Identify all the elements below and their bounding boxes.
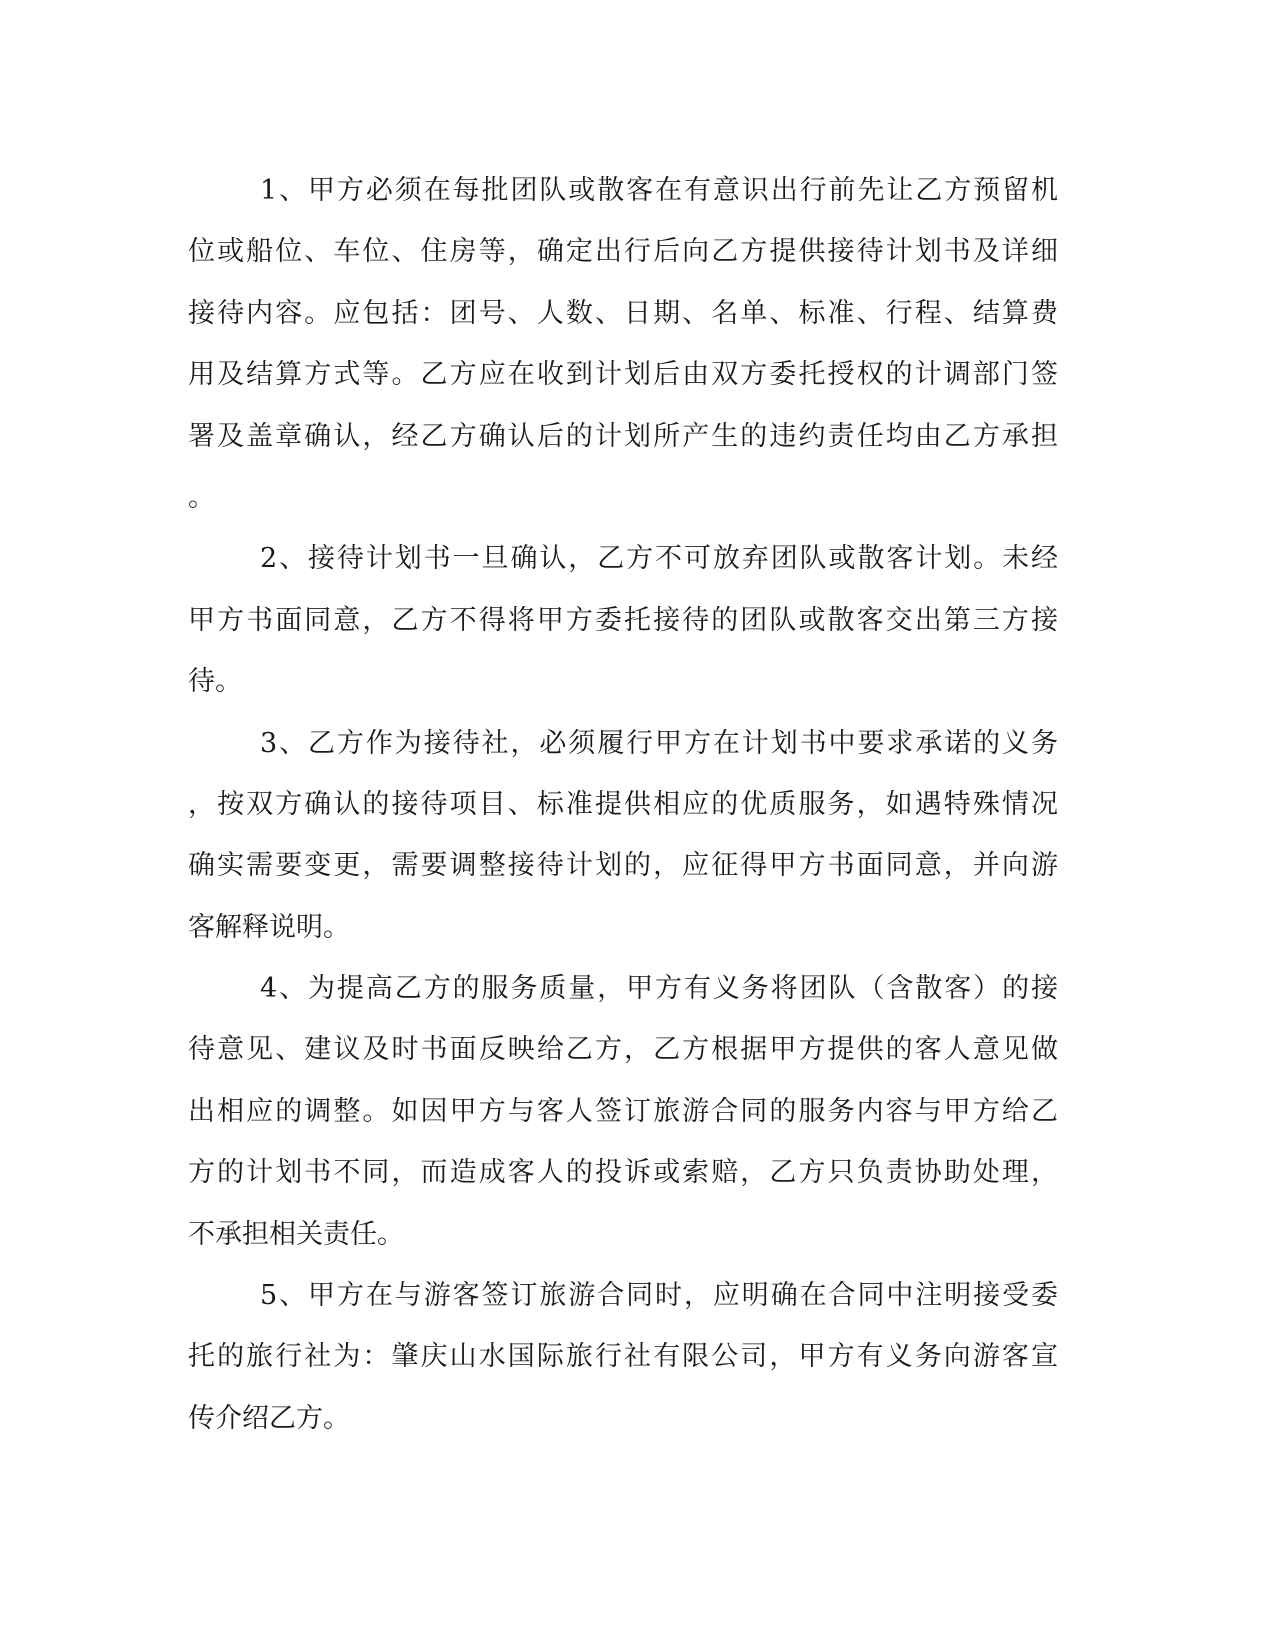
paragraph-line: 4、为提高乙方的服务质量，甲方有义务将团队（含散客）的接 (260, 973, 1058, 1005)
paragraph-line: 传介绍乙方。 (188, 1402, 350, 1434)
paragraph-line: 5、甲方在与游客签订旅游合同时，应明确在合同中注明接受委 (260, 1280, 1058, 1312)
document-body (188, 160, 1058, 1449)
paragraph-1 (188, 160, 1058, 528)
paragraph-line: 署及盖章确认，经乙方确认后的计划所产生的违约责任均由乙方承担 (188, 420, 1058, 452)
paragraph-line: 不承担相关责任。 (188, 1218, 404, 1250)
paragraph-line: 用及结算方式等。乙方应在收到计划后由双方委托授权的计调部门签 (188, 359, 1058, 391)
paragraph-line: 1、甲方必须在每批团队或散客在有意识出行前先让乙方预留机 (260, 175, 1058, 206)
paragraph-line: 托的旅行社为：肇庆山水国际旅行社有限公司，甲方有义务向游客宣 (188, 1341, 1058, 1373)
paragraph-line: 。 (188, 481, 215, 513)
paragraph-3 (188, 713, 1058, 959)
paragraph-5 (188, 1265, 1058, 1449)
paragraph-line: 出相应的调整。如因甲方与客人签订旅游合同的服务内容与甲方给乙 (188, 1095, 1058, 1127)
paragraph-2 (188, 528, 1058, 712)
paragraph-line: 方的计划书不同，而造成客人的投诉或索赔，乙方只负责协助处理， (188, 1157, 1058, 1189)
paragraph-line: 甲方书面同意，乙方不得将甲方委托接待的团队或散客交出第三方接 (188, 604, 1058, 636)
paragraph-line: 3、乙方作为接待社，必须履行甲方在计划书中要求承诺的义务 (260, 727, 1058, 759)
paragraph-4 (188, 958, 1058, 1265)
paragraph-line: 确实需要变更，需要调整接待计划的，应征得甲方书面同意，并向游 (188, 850, 1058, 882)
paragraph-line: 2、接待计划书一旦确认，乙方不可放弃团队或散客计划。未经 (260, 543, 1058, 575)
paragraph-line: 待。 (188, 666, 242, 698)
paragraph-line: 位或船位、车位、住房等，确定出行后向乙方提供接待计划书及详细 (188, 236, 1058, 268)
paragraph-line: 客解释说明。 (188, 911, 350, 943)
paragraph-line: 待意见、建议及时书面反映给乙方，乙方根据甲方提供的客人意见做 (188, 1034, 1058, 1066)
paragraph-line: ，按双方确认的接待项目、标准提供相应的优质服务，如遇特殊情况 (188, 788, 1058, 820)
paragraph-line: 接待内容。应包括：团号、人数、日期、名单、标准、行程、结算费 (188, 297, 1058, 329)
